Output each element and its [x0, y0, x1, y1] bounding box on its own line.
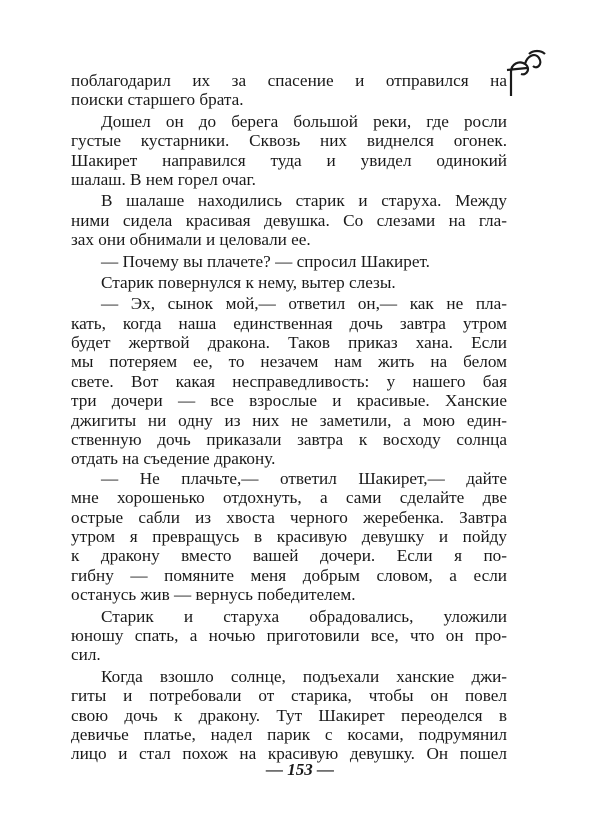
- text-line: будет жертвой дракона. Таков приказ хана. Если: [71, 333, 507, 353]
- text-line: свете. Вот какая несправедливость: у нашего бая: [71, 371, 507, 391]
- text-line: джигиты ни одну из них не заметили, а мою един-: [71, 410, 507, 430]
- text-line: три дочери — все взрослые и красивые. Ханские: [71, 391, 507, 411]
- text-line: гиты и потребовали от старика, чтобы он повел: [71, 686, 507, 706]
- text-line: ственную дочь приказали завтра к восходу солнца: [71, 430, 507, 450]
- text-line: зах они обнимали и целовали ее.: [71, 230, 311, 250]
- text-line: Старик повернулся к нему, вытер слезы.: [101, 272, 396, 292]
- text-line: густые кустарники. Сквозь них виднелся огонек.: [71, 131, 507, 151]
- text-line: сил.: [71, 645, 101, 665]
- text-line: мне хорошенько отдохнуть, а сами сделайте две: [71, 488, 507, 508]
- text-line: ними сидела красивая девушка. Со слезами на гла-: [71, 210, 507, 230]
- text-line: поблагодарил их за спасение и отправился на: [71, 71, 507, 90]
- text-line: лицо и стал похож на красивую девушку. Он пошел: [71, 744, 507, 764]
- page-number: — 153 —: [266, 760, 334, 779]
- text-line: кать, когда наша единственная дочь завтра утром: [71, 313, 507, 333]
- text-line: — Эх, сынок мой,— ответил он,— как не пла-: [101, 294, 507, 314]
- text-line: Когда взошло солнце, подъехали ханские джи-: [101, 666, 507, 686]
- text-line: утром я превращусь в красивую девушку и пойду: [71, 526, 507, 546]
- text-line: свою дочь к дракону. Тут Шакирет переоделся в: [71, 705, 507, 725]
- text-line: Старик и старуха обрадовались, уложили: [101, 606, 507, 626]
- text-line: девичье платье, надел парик с косами, подрумянил: [71, 724, 507, 744]
- text-line: мы потеряем ее, то незачем нам жить на белом: [71, 352, 507, 372]
- text-line: острые сабли из хвоста черного жеребенка. Завтра: [71, 507, 507, 527]
- text-line: поиски старшего брата.: [71, 90, 244, 110]
- floral-ornament-icon: [505, 48, 547, 98]
- body-text: [71, 71, 507, 764]
- text-line: к дракону вместо вашей дочери. Если я по-: [71, 546, 507, 566]
- text-line: останусь жив — вернусь победителем.: [71, 585, 356, 605]
- text-line: — Почему вы плачете? — спросил Шакирет.: [101, 251, 430, 271]
- text-line: отдать на съедение дракону.: [71, 449, 276, 469]
- text-line: юношу спать, а ночью приготовили все, что он про-: [71, 625, 507, 645]
- text-line: В шалаше находились старик и старуха. Между: [101, 191, 507, 211]
- text-line: Дошел он до берега большой реки, где росли: [101, 111, 507, 131]
- text-line: — Не плачьте,— ответил Шакирет,— дайте: [101, 468, 507, 488]
- text-line: гибну — помяните меня добрым словом, а если: [71, 565, 507, 585]
- text-line: Шакирет направился туда и увидел одинокий: [71, 150, 507, 170]
- text-line: шалаш. В нем горел очаг.: [71, 169, 256, 189]
